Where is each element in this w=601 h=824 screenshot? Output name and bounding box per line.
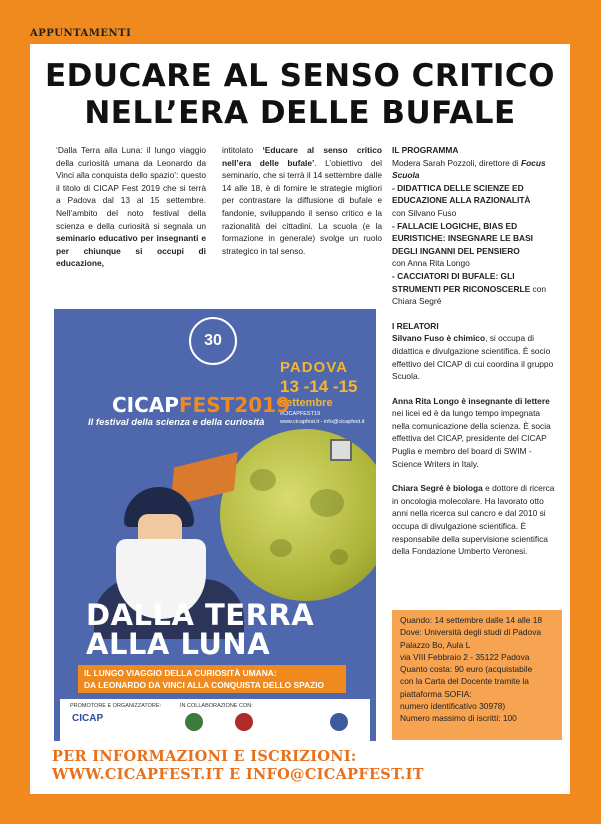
- col1-bold: seminario educativo per insegnanti e per chiunque si occupi di educazione,: [56, 233, 206, 269]
- article-column-1: [56, 144, 206, 270]
- lunar-lander-icon: [330, 439, 352, 461]
- col1-text: ‘Dalla Terra alla Luna: il lungo viaggio della curiosità umana da Leonardo da Vinci alla conquista dello spazio’: questo il titolo di CICAP Fest 2019 che si terrà a Padova dal 13 al 15 settembre. Nell’ambito del noto festival della scienza e della curiosità si segnala un: [56, 145, 206, 231]
- university-logo: [235, 713, 253, 731]
- region-logo: [330, 713, 348, 731]
- poster-city: PADOVA: [280, 359, 348, 376]
- headline-line-2: NELL’ERA DELLE BUFALE: [84, 95, 516, 131]
- col2-text: . L’obiettivo del seminario, che si terrà il 14 settembre dalle 14 alle 18, è di fornire le strategie migliori per contrastare la diffusione di bufale e fandonie, sviluppando il senso critico e la razionalità dei cittadini. La scuola (e la formazione in generale) svolge un ruolo strategico in tal senso.: [222, 157, 382, 256]
- anniversary-logo: 30: [189, 317, 237, 365]
- program-heading: IL PROGRAMMA: [392, 145, 459, 155]
- speaker-bio: Silvano Fuso è chimico, si occupa di didattica e divulgazione scientifica. È socio effettivo del CICAP di cui coordina il gruppo Scuola.: [392, 333, 554, 382]
- info-line: Dove: Università degli studi di Padova: [400, 627, 542, 638]
- poster-tagline: Il festival della scienza e della curiosità: [88, 417, 265, 428]
- footer-line-1: PER INFORMAZIONI E ISCRIZIONI:: [52, 748, 357, 765]
- speakers-section: [392, 320, 560, 383]
- partners-strip: [60, 699, 370, 741]
- speaker-bio-block: [392, 482, 560, 558]
- poster-title: DALLA TERRA ALLA LUNA: [86, 598, 315, 661]
- article-column-2: [222, 144, 382, 257]
- poster-month: settembre: [280, 397, 333, 409]
- info-line: Palazzo Bo, Aula L: [400, 639, 471, 650]
- headline: [30, 58, 570, 132]
- program-item-speaker: con Silvano Fuso: [392, 207, 457, 218]
- event-info-box: [392, 610, 562, 740]
- municipality-logo: [185, 713, 203, 731]
- program-item: - CACCIATORI DI BUFALE: GLI STRUMENTI PER RICONOSCERLE con Chiara Segré: [392, 270, 547, 307]
- program-item-speaker: con Anna Rita Longo: [392, 258, 470, 269]
- info-line: piattaforma SOFIA:: [400, 688, 472, 699]
- program-item-title: - DIDATTICA DELLE SCIENZE ED EDUCAZIONE ALLA RAZIONALITÀ: [392, 182, 531, 206]
- footer-line-2[interactable]: WWW.CICAPFEST.IT E INFO@CICAPFEST.IT: [52, 766, 424, 783]
- seminar-title: ‘Educare al senso critico nell’era delle bufale’: [222, 145, 382, 168]
- event-poster: [54, 309, 376, 741]
- info-line: Numero massimo di iscritti: 100: [400, 713, 517, 724]
- col2-intro: intitolato: [222, 145, 263, 155]
- program-moderator: Modera Sarah Pozzoli, direttore di Focus Scuola: [392, 157, 546, 181]
- program-section: [392, 144, 560, 308]
- section-label: APPUNTAMENTI: [30, 28, 132, 39]
- info-line: via VIII Febbraio 2 - 35122 Padova: [400, 651, 530, 662]
- headline-line-1: EDUCARE AL SENSO CRITICO: [44, 58, 556, 94]
- poster-subtitle: IL LUNGO VIAGGIO DELLA CURIOSITÀ UMANA: DA LEONARDO DA VINCI ALLA CONQUISTA DELLO SPAZIO: [78, 665, 346, 693]
- poster-hashtag: #CICAPFEST19: [280, 411, 321, 417]
- cicap-logo: CICAP: [72, 713, 104, 724]
- info-line: Quanto costa: 90 euro (acquistabile: [400, 664, 533, 675]
- speaker-bio: Anna Rita Longo è insegnante di lettere nei licei ed è da lungo tempo impegnata nella comunicazione della scienza. È socia effettiva del CICAP, presidente del CICAP Puglia e membro del board di SWIM - Science Writers in Italy.: [392, 395, 551, 469]
- promoter-label: PROMOTORE E ORGANIZZATORE:: [70, 703, 162, 709]
- poster-url: www.cicapfest.it - info@cicapfest.it: [280, 419, 365, 425]
- collab-label: IN COLLABORAZIONE CON:: [180, 703, 253, 709]
- moon-illustration: [220, 429, 376, 601]
- program-item-title: - FALLACIE LOGICHE, BIAS ED EURISTICHE: INSEGNARE LE BASI DEGLI INGANNI DEL PENSIERO: [392, 220, 533, 256]
- sidebar-column: [392, 144, 560, 570]
- speakers-heading: I RELATORI: [392, 320, 439, 331]
- info-line: numero identificativo 30978): [400, 701, 506, 712]
- footer-contacts: [52, 748, 424, 784]
- poster-dates: 13 -14 -15: [280, 377, 358, 396]
- poster-brand: CICAPFEST2019: [112, 393, 290, 417]
- info-line: Quando: 14 settembre dalle 14 alle 18: [400, 615, 543, 625]
- info-line: con la Carta del Docente tramite la: [400, 676, 529, 687]
- speaker-bio: Chiara Segré è biologa e dottore di ricerca in oncologia molecolare. Ha lavorato otto anni nella ricerca sul cancro e dal 2010 si occupa di divulgazione scientifica. È responsabile della supervisione scientifica della Fondazione Umberto Veronesi.: [392, 483, 555, 557]
- speaker-bio-block: [392, 395, 560, 471]
- article-page: [30, 44, 570, 794]
